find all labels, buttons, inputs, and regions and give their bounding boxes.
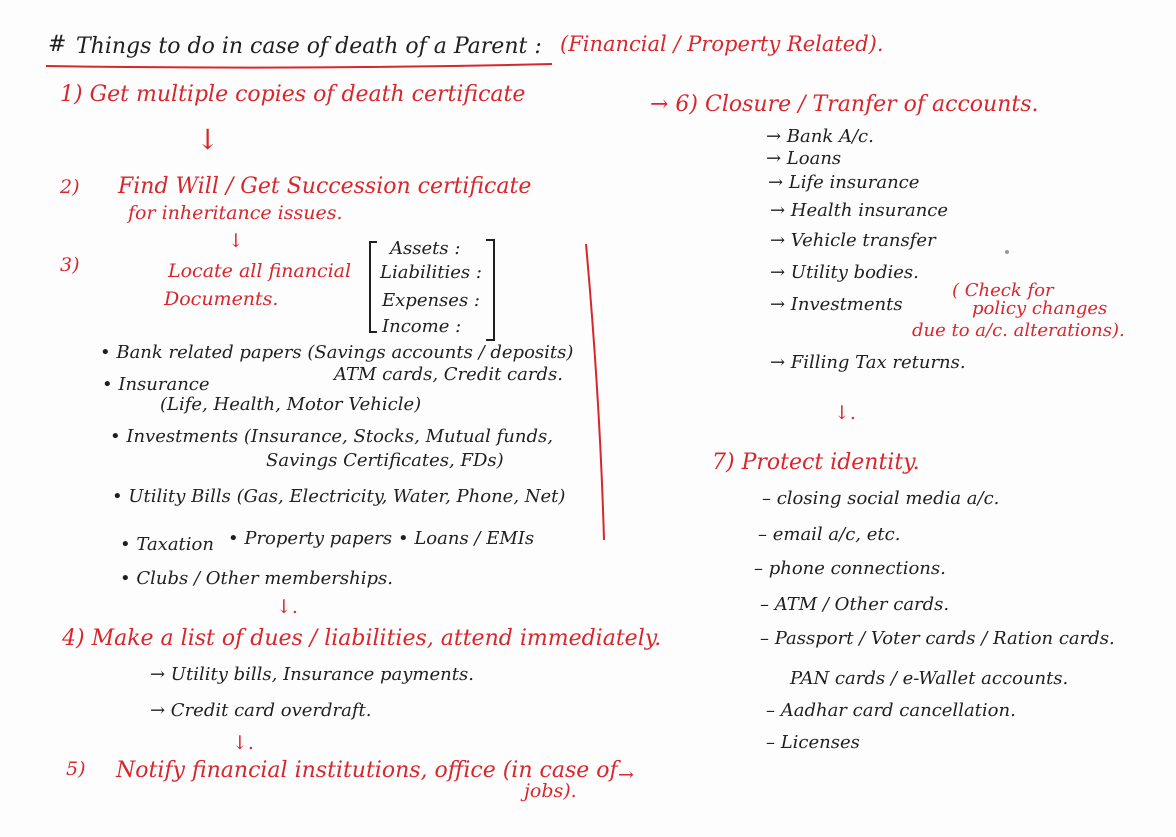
down-arrow-icon: ↓. bbox=[232, 732, 254, 754]
step-7-item: – closing social media a/c. bbox=[762, 488, 1000, 509]
step-6-item: → Vehicle transfer bbox=[770, 230, 936, 251]
down-arrow-icon: ↓ bbox=[228, 230, 244, 252]
step-7-item: – phone connections. bbox=[754, 558, 946, 579]
step-6-item: → Investments bbox=[770, 294, 903, 315]
step-6-item: → Bank A/c. bbox=[766, 126, 874, 147]
bullet-item: • Loans / EMIs bbox=[398, 528, 535, 549]
step-6-item: → Health insurance bbox=[770, 200, 949, 221]
step-7-item: – ATM / Other cards. bbox=[760, 594, 950, 615]
investments-note: policy changes bbox=[972, 298, 1108, 319]
step-5-line-1: Notify financial institutions, office (in case of bbox=[116, 758, 618, 783]
step-7-item: – Licenses bbox=[766, 732, 860, 753]
step-3-number: 3) bbox=[60, 254, 80, 276]
right-bracket bbox=[486, 240, 494, 340]
ink-dot bbox=[1005, 250, 1009, 254]
bullet-item: • Investments (Insurance, Stocks, Mutual funds, bbox=[110, 426, 553, 447]
step-4: 4) Make a list of dues / liabilities, attend immediately. bbox=[62, 626, 662, 651]
step-6-item: → Loans bbox=[766, 148, 842, 169]
step-6-item: → Filling Tax returns. bbox=[770, 352, 966, 373]
bracket-item: Income : bbox=[382, 316, 462, 337]
investments-note: due to a/c. alterations). bbox=[912, 320, 1125, 341]
bullet-item: • Insurance bbox=[102, 374, 210, 395]
investments-note: ( Check for bbox=[952, 280, 1054, 301]
right-arrow-icon: → bbox=[618, 764, 634, 786]
page-title: Things to do in case of death of a Parent : bbox=[76, 34, 542, 59]
step-3-line-1: Locate all financial bbox=[168, 260, 352, 282]
step-7-item: – Passport / Voter cards / Ration cards. bbox=[760, 628, 1115, 649]
down-arrow-icon: ↓. bbox=[276, 596, 298, 618]
down-arrow-icon: ↓. bbox=[834, 402, 856, 424]
bracket-item: Assets : bbox=[390, 238, 461, 259]
step-2-number: 2) bbox=[60, 176, 80, 198]
step-6-item: → Utility bodies. bbox=[770, 262, 919, 283]
step-3-line-2: Documents. bbox=[164, 288, 279, 310]
bullet-item-continued: Savings Certificates, FDs) bbox=[266, 450, 504, 471]
bullet-item: • Utility Bills (Gas, Electricity, Water, Phone, Net) bbox=[112, 486, 566, 507]
bullet-item: • Bank related papers (Savings accounts / deposits) bbox=[100, 342, 574, 363]
bullet-item: • Taxation bbox=[120, 534, 214, 555]
step-6-item: → Life insurance bbox=[768, 172, 920, 193]
step-1: 1) Get multiple copies of death certificate bbox=[60, 82, 526, 107]
bracket-item: Expenses : bbox=[382, 290, 480, 311]
step-5-line-2: jobs). bbox=[524, 780, 577, 802]
bracket-item: Liabilities : bbox=[380, 262, 482, 283]
step-4-item: → Utility bills, Insurance payments. bbox=[150, 664, 474, 685]
step-2-line-2: for inheritance issues. bbox=[128, 202, 343, 224]
bullet-item-continued: ATM cards, Credit cards. bbox=[334, 364, 563, 385]
step-5-number: 5) bbox=[66, 758, 86, 780]
title-underline bbox=[46, 64, 552, 68]
bullet-item: • Property papers bbox=[228, 528, 393, 549]
step-6: → 6) Closure / Tranfer of accounts. bbox=[650, 92, 1039, 117]
step-7-item-continued: PAN cards / e-Wallet accounts. bbox=[790, 668, 1069, 689]
step-7-item: – email a/c, etc. bbox=[758, 524, 901, 545]
side-brace-line bbox=[586, 244, 604, 540]
bullet-item: • Clubs / Other memberships. bbox=[120, 568, 393, 589]
step-2-line-1: Find Will / Get Succession certificate bbox=[118, 174, 532, 199]
step-4-item: → Credit card overdraft. bbox=[150, 700, 372, 721]
title-hash: # bbox=[48, 32, 67, 57]
step-7-item: – Aadhar card cancellation. bbox=[766, 700, 1016, 721]
page-subtitle: (Financial / Property Related). bbox=[560, 32, 884, 56]
down-arrow-icon: ↓ bbox=[196, 123, 220, 156]
left-bracket bbox=[370, 242, 377, 332]
bullet-item-continued: (Life, Health, Motor Vehicle) bbox=[160, 394, 422, 415]
step-7: 7) Protect identity. bbox=[712, 450, 920, 475]
